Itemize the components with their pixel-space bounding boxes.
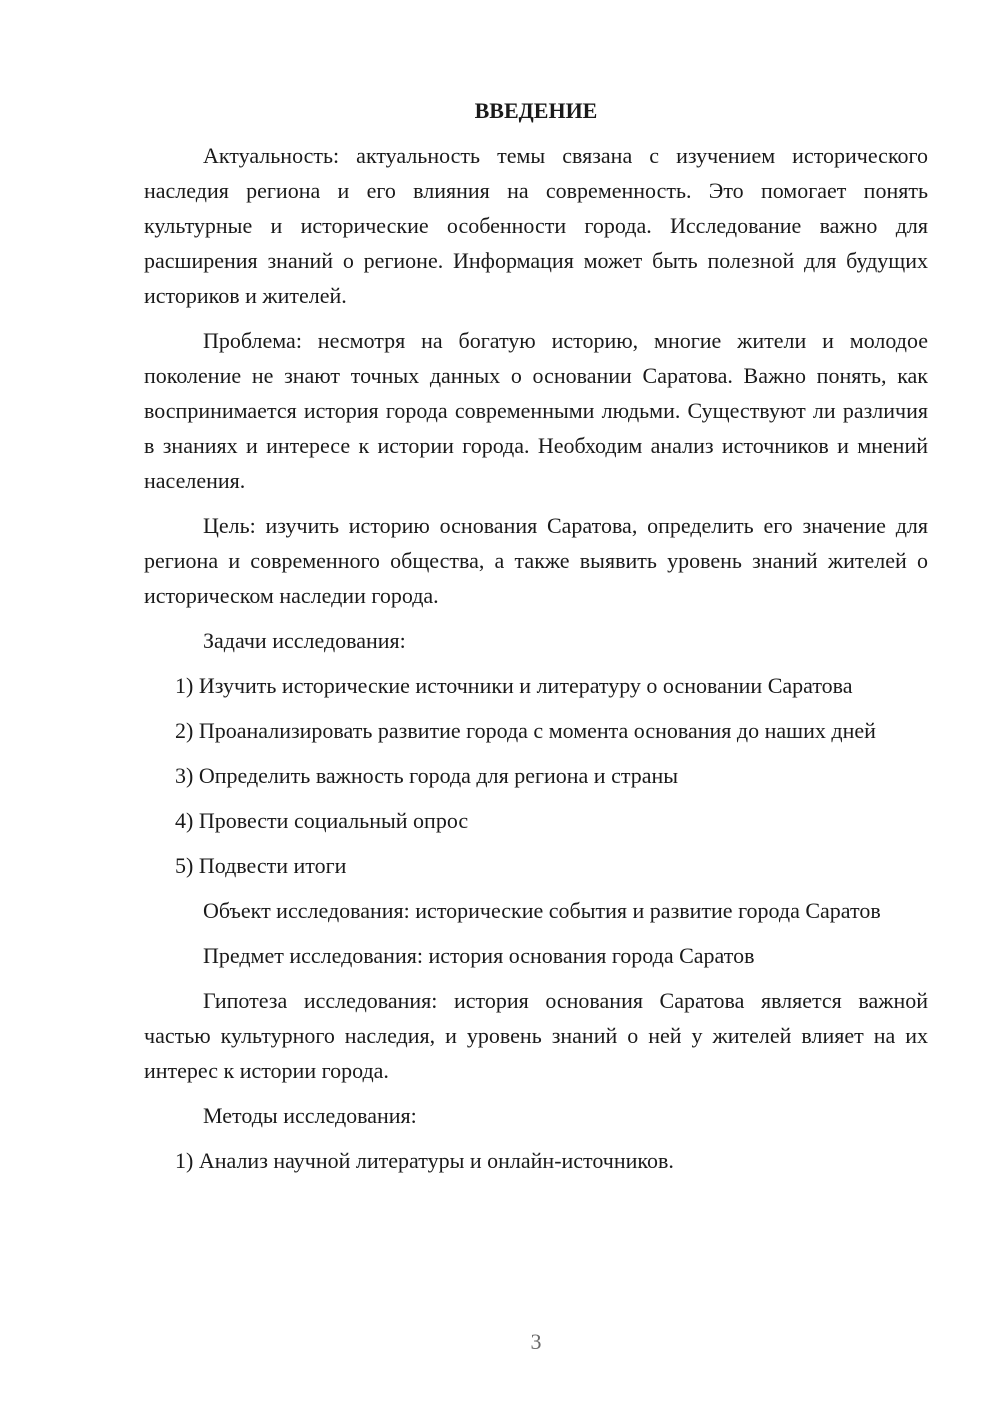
page-number: 3 xyxy=(530,1329,542,1354)
page-body xyxy=(144,93,928,1188)
tasks-title: Задачи исследования: xyxy=(203,628,406,653)
methods-title: Методы исследования: xyxy=(203,1103,417,1128)
problem-paragraph: Проблема: несмотря на богатую историю, многие жители и молодое поколение не знают точных данных о основании Саратова. Важно понять, как воспринимается история города современными людьми. Существуют ли различия в знаниях и интересе к истории города. Необходим анализ источников и мнений населения. xyxy=(144,328,928,493)
task-item: 3) Определить важность города для региона и страны xyxy=(175,763,679,788)
subject-paragraph: Предмет исследования: история основания города Саратов xyxy=(203,943,755,968)
goal-paragraph: Цель: изучить историю основания Саратова, определить его значение для региона и современного общества, а также выявить уровень знаний жителей о историческом наследии города. xyxy=(144,513,928,608)
object-paragraph: Объект исследования: исторические события и развитие города Саратов xyxy=(203,898,881,923)
task-item: 5) Подвести итоги xyxy=(175,853,347,878)
section-heading: ВВЕДЕНИЕ xyxy=(474,98,598,123)
hypothesis-paragraph: Гипотеза исследования: история основания Саратова является важной частью культурного наследия, и уровень знаний о ней у жителей влияет на их интерес к истории города. xyxy=(144,988,928,1083)
method-item: 1) Анализ научной литературы и онлайн-источников. xyxy=(175,1148,674,1173)
task-item: 2) Проанализировать развитие города с момента основания до наших дней xyxy=(175,718,876,743)
task-item: 4) Провести социальный опрос xyxy=(175,808,469,833)
relevance-paragraph: Актуальность: актуальность темы связана с изучением исторического наследия региона и его влияния на современность. Это помогает понять культурные и исторические особенности города. Исследование важно для расширения знаний о регионе. Информация может быть полезной для будущих историков и жителей. xyxy=(144,143,928,308)
task-item: 1) Изучить исторические источники и литературу о основании Саратова xyxy=(175,673,853,698)
